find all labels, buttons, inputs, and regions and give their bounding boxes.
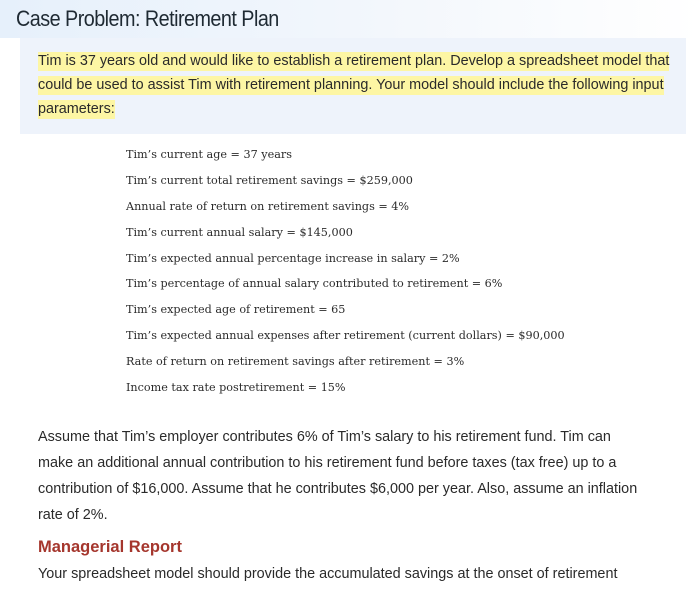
parameter-item: Tim’s current age = 37 years <box>126 148 292 161</box>
parameter-item: Tim’s current total retirement savings = $259,000 <box>126 173 413 187</box>
parameter-item: Tim’s expected age of retirement = 65 <box>126 303 346 317</box>
parameter-item: Income tax rate postretirement = 15% <box>126 381 346 395</box>
parameter-item: Tim’s expected annual percentage increase in salary = 2% <box>126 251 460 265</box>
page-title: Case Problem: Retirement Plan <box>16 6 279 31</box>
assumption-paragraph: Assume that Tim’s employer contributes 6% of Tim’s salary to his retirement fund. Tim can make an additional annual contribution to his retirement fund before taxes (tax free) up to a contribution of $16,000. Assume that he contributes $6,000 per year. Also, assume an inflation rate of 2%. <box>38 429 638 523</box>
parameter-item: Tim’s current annual salary = $145,000 <box>126 225 353 239</box>
report-heading: Managerial Report <box>38 538 182 556</box>
intro-paragraph <box>38 49 678 121</box>
parameter-list <box>126 145 565 404</box>
parameter-item: Rate of return on retirement savings after retirement = 3% <box>126 355 465 369</box>
report-text: Your spreadsheet model should provide the accumulated savings at the onset of retirement <box>38 566 618 582</box>
intro-highlight: Tim is 37 years old and would like to establish a retirement plan. Develop a spreadsheet model that could be used to assist Tim with retirement planning. Your model should include the following input parameters: <box>38 53 670 117</box>
parameter-item: Annual rate of return on retirement savings = 4% <box>126 199 410 213</box>
parameter-item: Tim’s expected annual expenses after retirement (current dollars) = $90,000 <box>126 329 565 343</box>
parameter-item: Tim’s percentage of annual salary contributed to retirement = 6% <box>126 277 503 291</box>
